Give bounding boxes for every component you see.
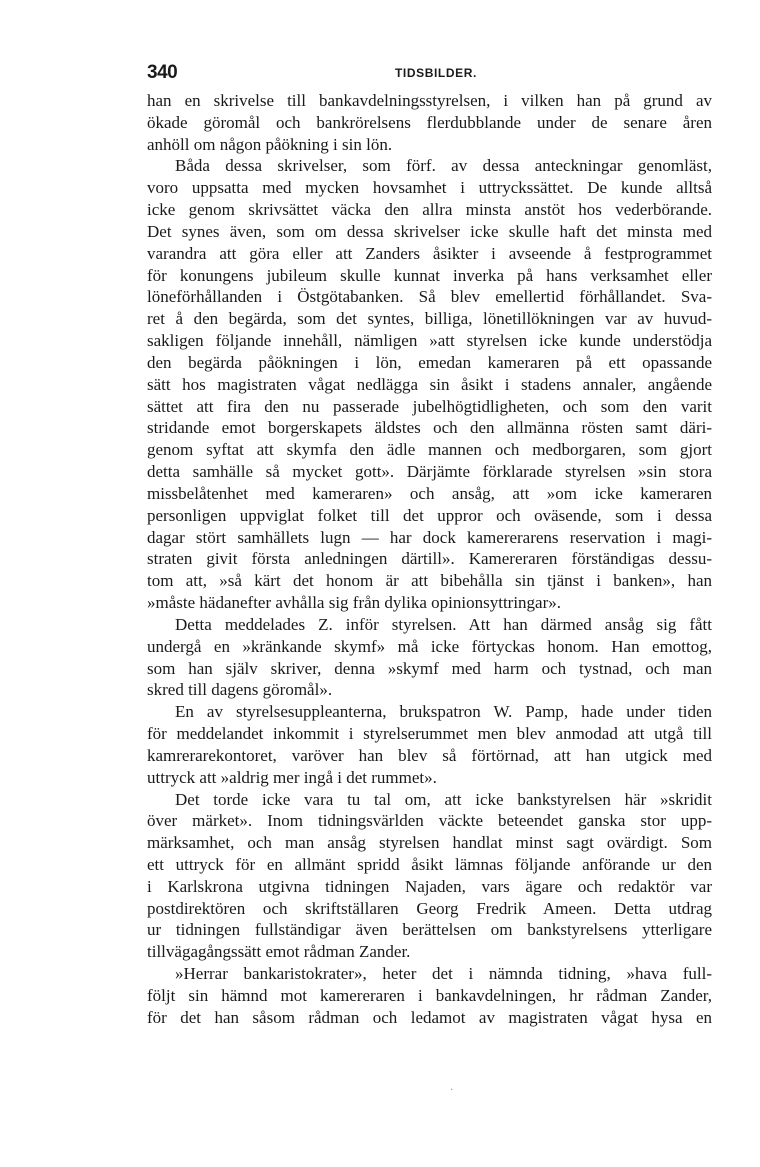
text-line: märksamhet, och man ansåg styrelsen handlat minst sagt ovärdigt. Som	[147, 833, 712, 853]
running-title: TIDSBILDER.	[395, 66, 477, 80]
text-line: stridande emot borgerskapets äldstes och den allmänna rösten samt däri-	[147, 418, 712, 438]
text-line: Det synes även, som om dessa skrivelser icke skulle haft det minsta med	[147, 221, 712, 241]
page-header	[147, 62, 709, 86]
text-line: ökade göromål och bankrörelsens flerdubblande under de senare åren	[147, 112, 712, 132]
text-line: kamrerarekontoret, varöver han blev så förtörnad, att han utgick med	[147, 745, 712, 765]
text-line: »Herrar bankaristokrater», heter det i nämnda tidning, »hava full-	[175, 964, 712, 984]
text-line: ur tidningen fullständigar även berättelsen om bankstyrelsens ytterligare	[147, 920, 712, 940]
text-line: anhöll om någon påökning i sin lön.	[147, 134, 393, 154]
text-line: icke genom skrivsättet väcka den allra minsta anstöt hos vederbörande.	[147, 200, 712, 220]
text-line: som han själv skriver, denna »skymf med harm och tystnad, och man	[147, 658, 712, 678]
text-line: i Karlskrona utgivna tidningen Najaden, vars ägare och redaktör var	[147, 876, 712, 896]
text-line: för meddelandet inkommit i styrelserummet men blev anmodad att utgå till	[147, 724, 712, 744]
text-line: »måste hädanefter avhålla sig från dylika opinionsyttringar».	[147, 593, 562, 613]
print-speck: ·	[450, 1085, 454, 1096]
text-line: voro uppsatta med mycken hovsamhet i uttryckssättet. De kunde alltså	[147, 178, 712, 198]
text-line: sättet att fira den nu passerade jubelhögtidligheten, och som den varit	[147, 396, 712, 416]
text-line: straten givit första anledningen därtill». Kamereraren förständigas dessu-	[147, 549, 712, 569]
page-number: 340	[147, 62, 178, 83]
text-line: han en skrivelse till bankavdelningsstyrelsen, i vilken han på grund av	[147, 91, 712, 110]
text-line: Det torde icke vara tu tal om, att icke bankstyrelsen här »skridit	[175, 789, 712, 809]
text-line: för konungens jubileum skulle kunnat inverka på hans verksamhet eller	[147, 265, 712, 285]
text-line: missbelåtenhet med kameraren» och ansåg, att »om icke kameraren	[147, 483, 712, 503]
text-line: ret å den begärda, som det syntes, billiga, lönetillökningen var av huvud-	[147, 309, 712, 329]
text-line: varandra att göra eller att Zanders åsikter i avseende å festprogrammet	[147, 243, 712, 263]
text-line: över märket». Inom tidningsvärlden väckte beteendet ganska stor upp-	[147, 811, 712, 831]
text-line: tillvägagångssätt emot rådman Zander.	[147, 942, 411, 962]
text-line: för det han såsom rådman och ledamot av magistraten vågat hysa en	[147, 1007, 712, 1027]
text-line: Båda dessa skrivelser, som förf. av dessa anteckningar genomläst,	[175, 156, 712, 176]
text-line: personligen uppviglat folket till det uppror och oväsende, som i dessa	[147, 505, 712, 525]
text-line: genom syftat att skymfa den ädle mannen och medborgaren, som gjort	[147, 440, 712, 460]
text-line: löneförhållanden i Östgötabanken. Så blev emellertid förhållandet. Sva-	[147, 287, 712, 307]
text-line: sakligen följande innehåll, nämligen »att styrelsen icke kunde understödja	[147, 331, 712, 351]
text-line: dagar stört samhällets lugn — har dock kamererarens reservation i magi-	[147, 527, 712, 547]
text-line: Detta meddelades Z. inför styrelsen. Att han därmed ansåg sig fått	[175, 614, 712, 634]
text-line: uttryck att »aldrig mer ingå i det rummet».	[147, 767, 437, 787]
text-line: detta samhälle så mycket gott». Därjämte förklarade styrelsen »sin stora	[147, 462, 712, 482]
text-line: den begärda påökningen i lön, emedan kameraren på ett opassande	[147, 352, 712, 372]
text-line: undergå en »kränkande skymf» må icke förtyckas honom. Han emottog,	[147, 636, 712, 656]
text-line: skred till dagens göromål».	[147, 680, 333, 700]
text-line: ett uttryck för en allmänt spridd åsikt lämnas följande anförande ur den	[147, 854, 712, 874]
text-line: följt sin hämnd mot kamereraren i bankavdelningen, hr rådman Zander,	[147, 985, 712, 1005]
body-text	[147, 90, 712, 1029]
text-line: En av styrelsesuppleanterna, brukspatron W. Pamp, hade under tiden	[175, 702, 712, 722]
text-line: sätt hos magistraten vågat nedlägga sin åsikt i stadens annaler, angående	[147, 374, 712, 394]
text-line: postdirektören och skriftställaren Georg Fredrik Ameen. Detta utdrag	[147, 898, 712, 918]
text-line: tom att, »så kärt det honom är att bibehålla sin tjänst i banken», han	[147, 571, 712, 591]
